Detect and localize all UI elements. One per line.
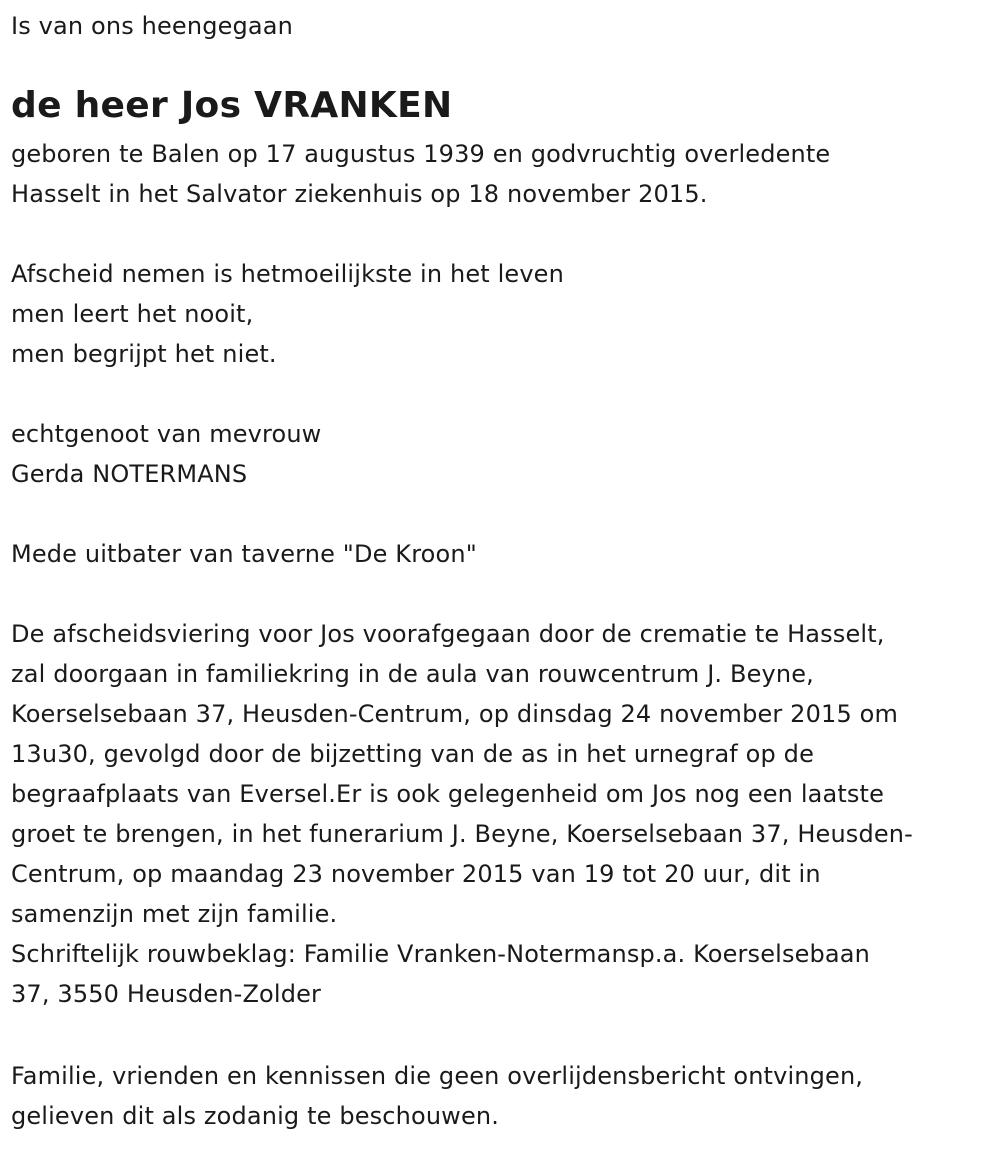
- poem-line: Afscheid nemen is hetmoeilijkste in het leven: [11, 260, 564, 288]
- condolence-line: 37, 3550 Heusden-Zolder: [11, 980, 322, 1008]
- intro-line: Is van ons heengegaan: [11, 12, 293, 40]
- condolence-line: Schriftelijk rouwbeklag: Familie Vranken-Notermansp.a. Koerselsebaan: [11, 940, 870, 968]
- birth-line: geboren te Balen op 17 augustus 1939 en godvruchtig overledente: [11, 140, 831, 168]
- birth-line: Hasselt in het Salvator ziekenhuis op 18 november 2015.: [11, 180, 708, 208]
- closing-line: Familie, vrienden en kennissen die geen overlijdensbericht ontvingen,: [11, 1062, 864, 1090]
- occupation-line: Mede uitbater van taverne "De Kroon": [11, 540, 477, 568]
- ceremony-line: groet te brengen, in het funerarium J. Beyne, Koerselsebaan 37, Heusden-: [11, 820, 913, 848]
- ceremony-line: begraafplaats van Eversel.Er is ook gelegenheid om Jos nog een laatste: [11, 780, 885, 808]
- spouse-line: Gerda NOTERMANS: [11, 460, 248, 488]
- ceremony-line: De afscheidsviering voor Jos voorafgegaan door de crematie te Hasselt,: [11, 620, 885, 648]
- occupation-paragraph: [11, 534, 477, 574]
- ceremony-line: Centrum, op maandag 23 november 2015 van 19 tot 20 uur, dit in: [11, 860, 821, 888]
- ceremony-line: samenzijn met zijn familie.: [11, 900, 338, 928]
- deceased-name: de heer Jos VRANKEN: [11, 85, 453, 126]
- closing-paragraph: [11, 1056, 863, 1136]
- poem-line: men leert het nooit,: [11, 300, 254, 328]
- closing-line: gelieven dit als zodanig te beschouwen.: [11, 1102, 500, 1130]
- ceremony-line: Koerselsebaan 37, Heusden-Centrum, op dinsdag 24 november 2015 om: [11, 700, 899, 728]
- ceremony-line: zal doorgaan in familiekring in de aula van rouwcentrum J. Beyne,: [11, 660, 814, 688]
- birth-death-paragraph: [11, 134, 830, 214]
- ceremony-line: 13u30, gevolgd door de bijzetting van de as in het urnegraf op de: [11, 740, 814, 768]
- spouse-line: echtgenoot van mevrouw: [11, 420, 322, 448]
- ceremony-paragraph: [11, 614, 913, 1014]
- poem-paragraph: [11, 254, 564, 374]
- spouse-paragraph: [11, 414, 321, 494]
- poem-line: men begrijpt het niet.: [11, 340, 277, 368]
